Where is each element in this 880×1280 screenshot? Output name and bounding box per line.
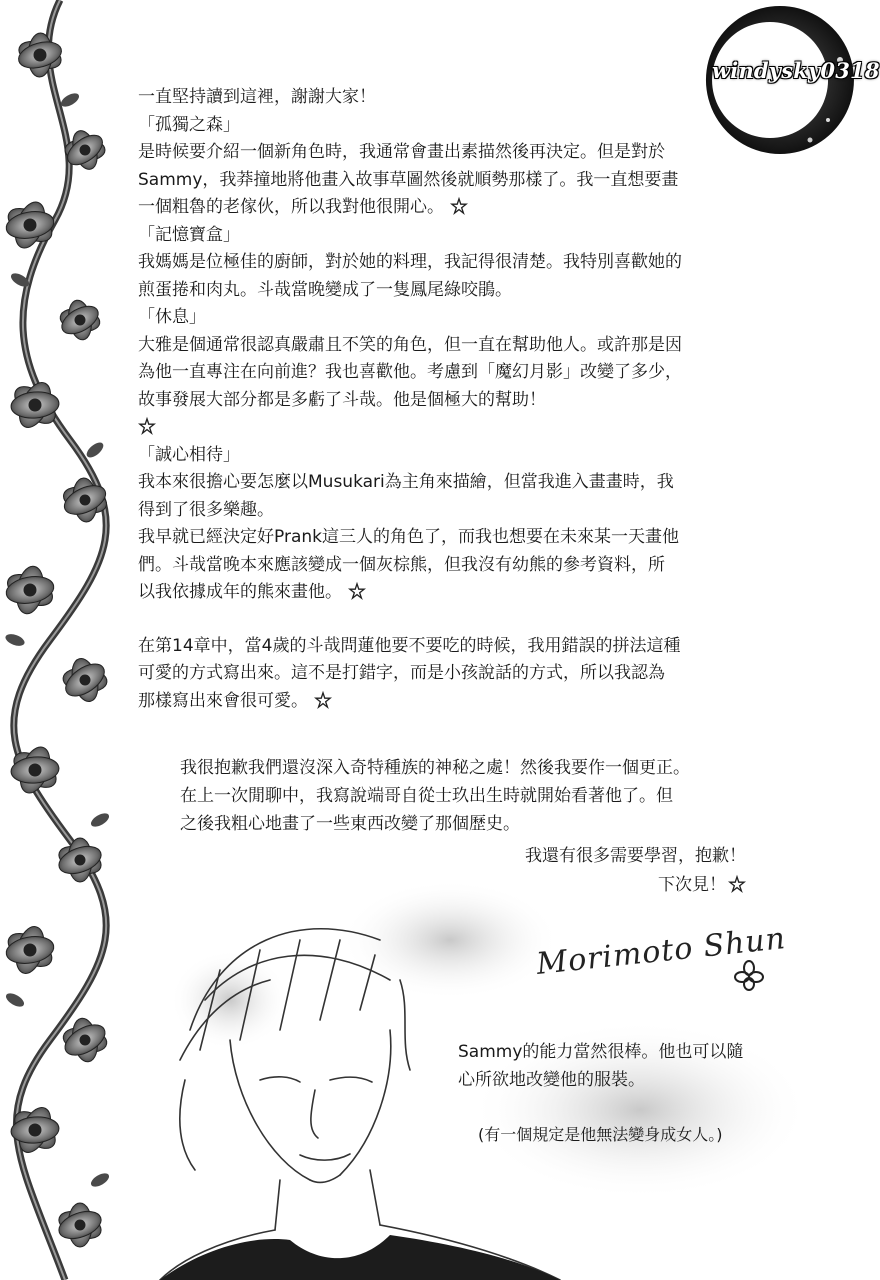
watermark-text: windysky0318 <box>712 58 880 83</box>
afterword-main-text <box>138 84 778 715</box>
caption-note: (有一個規定是他無法變身成女人。) <box>478 1125 723 1144</box>
text-line-content: 那樣寫出來會很可愛。 <box>138 690 308 711</box>
section-heading: 「誠心相待」 <box>138 444 240 465</box>
section-heading: 「孤獨之森」 <box>138 114 240 135</box>
text-line <box>138 414 778 442</box>
author-signature: Morimoto Shun <box>534 921 788 982</box>
text-line: 是時候要介紹一個新角色時，我通常會畫出素描然後再決定。但是對於 <box>138 142 665 162</box>
text-line: 心所欲地改變他的服裝。 <box>458 1070 645 1090</box>
flower-doodle-icon <box>314 690 332 706</box>
text-line-content: 以我依據成年的熊來畫他。 <box>138 582 342 602</box>
text-line <box>138 194 778 222</box>
section-heading: 「記憶寶盒」 <box>138 224 240 245</box>
text-line-content: 下次見！ <box>658 875 726 895</box>
flower-doodle-icon <box>138 416 156 432</box>
correction-paragraph <box>180 754 780 838</box>
text-line: 我很抱歉我們還沒深入奇特種族的神秘之處！然後我要作一個更正。 <box>180 758 690 778</box>
text-line: Sammy，我莽撞地將他畫入故事草圖然後就順勢那樣了。我一直想要畫 <box>138 169 679 190</box>
text-line: 我早就已經決定好Prank這三人的角色了，而我也想要在未來某一天畫他 <box>138 527 679 547</box>
text-line: 我媽媽是位極佳的廚師，對於她的料理，我記得很清楚。我特別喜歡她的 <box>138 252 682 272</box>
text-line: Sammy的能力當然很棒。他也可以隨 <box>458 1042 744 1062</box>
text-line <box>138 688 778 716</box>
text-line: 得到了很多樂趣。 <box>138 499 274 520</box>
text-line <box>138 579 778 607</box>
text-line: 大雅是個通常很認真嚴肅且不笑的角色，但一直在幫助他人。或許那是因 <box>138 334 682 355</box>
text-line: 們。斗哉當晚本來應該變成一個灰棕熊，但我沒有幼熊的參考資料，所 <box>138 554 665 575</box>
text-line: 之後我粗心地畫了一些東西改變了那個歷史。 <box>180 814 520 834</box>
text-line: 在上一次閒聊中，我寫說端哥自從士玖出生時就開始看著他了。但 <box>180 786 673 806</box>
text-line: 我還有很多需要學習，抱歉！ <box>525 846 746 866</box>
text-line-content: 一個粗魯的老傢伙，所以我對他很開心。 <box>138 197 444 217</box>
flower-doodle-icon <box>348 581 366 597</box>
text-line: 一直堅持讀到這裡，謝謝大家！ <box>138 87 376 107</box>
flower-doodle-icon <box>734 960 764 990</box>
text-line: 在第14章中，當4歲的斗哉問蓮他要不要吃的時候，我用錯誤的拼法這種 <box>138 635 681 656</box>
text-line: 煎蛋捲和肉丸。斗哉當晚變成了一隻鳳尾綠咬鵑。 <box>138 279 512 300</box>
section-heading: 「休息」 <box>138 307 206 327</box>
text-line: 可愛的方式寫出來。這不是打錯字，而是小孩說話的方式，所以我認為 <box>138 663 665 683</box>
flower-doodle-icon <box>450 196 468 212</box>
floral-border-decoration <box>0 0 120 1280</box>
text-line: 為他一直專注在向前進？我也喜歡他。考慮到「魔幻月影」改變了多少， <box>138 362 682 382</box>
text-line: 故事發展大部分都是多虧了斗哉。他是個極大的幫助！ <box>138 389 546 410</box>
illustration-caption <box>458 1038 743 1094</box>
text-line: 我本來很擔心要怎麼以Musukari為主角來描繪，但當我進入畫畫時，我 <box>138 472 674 492</box>
